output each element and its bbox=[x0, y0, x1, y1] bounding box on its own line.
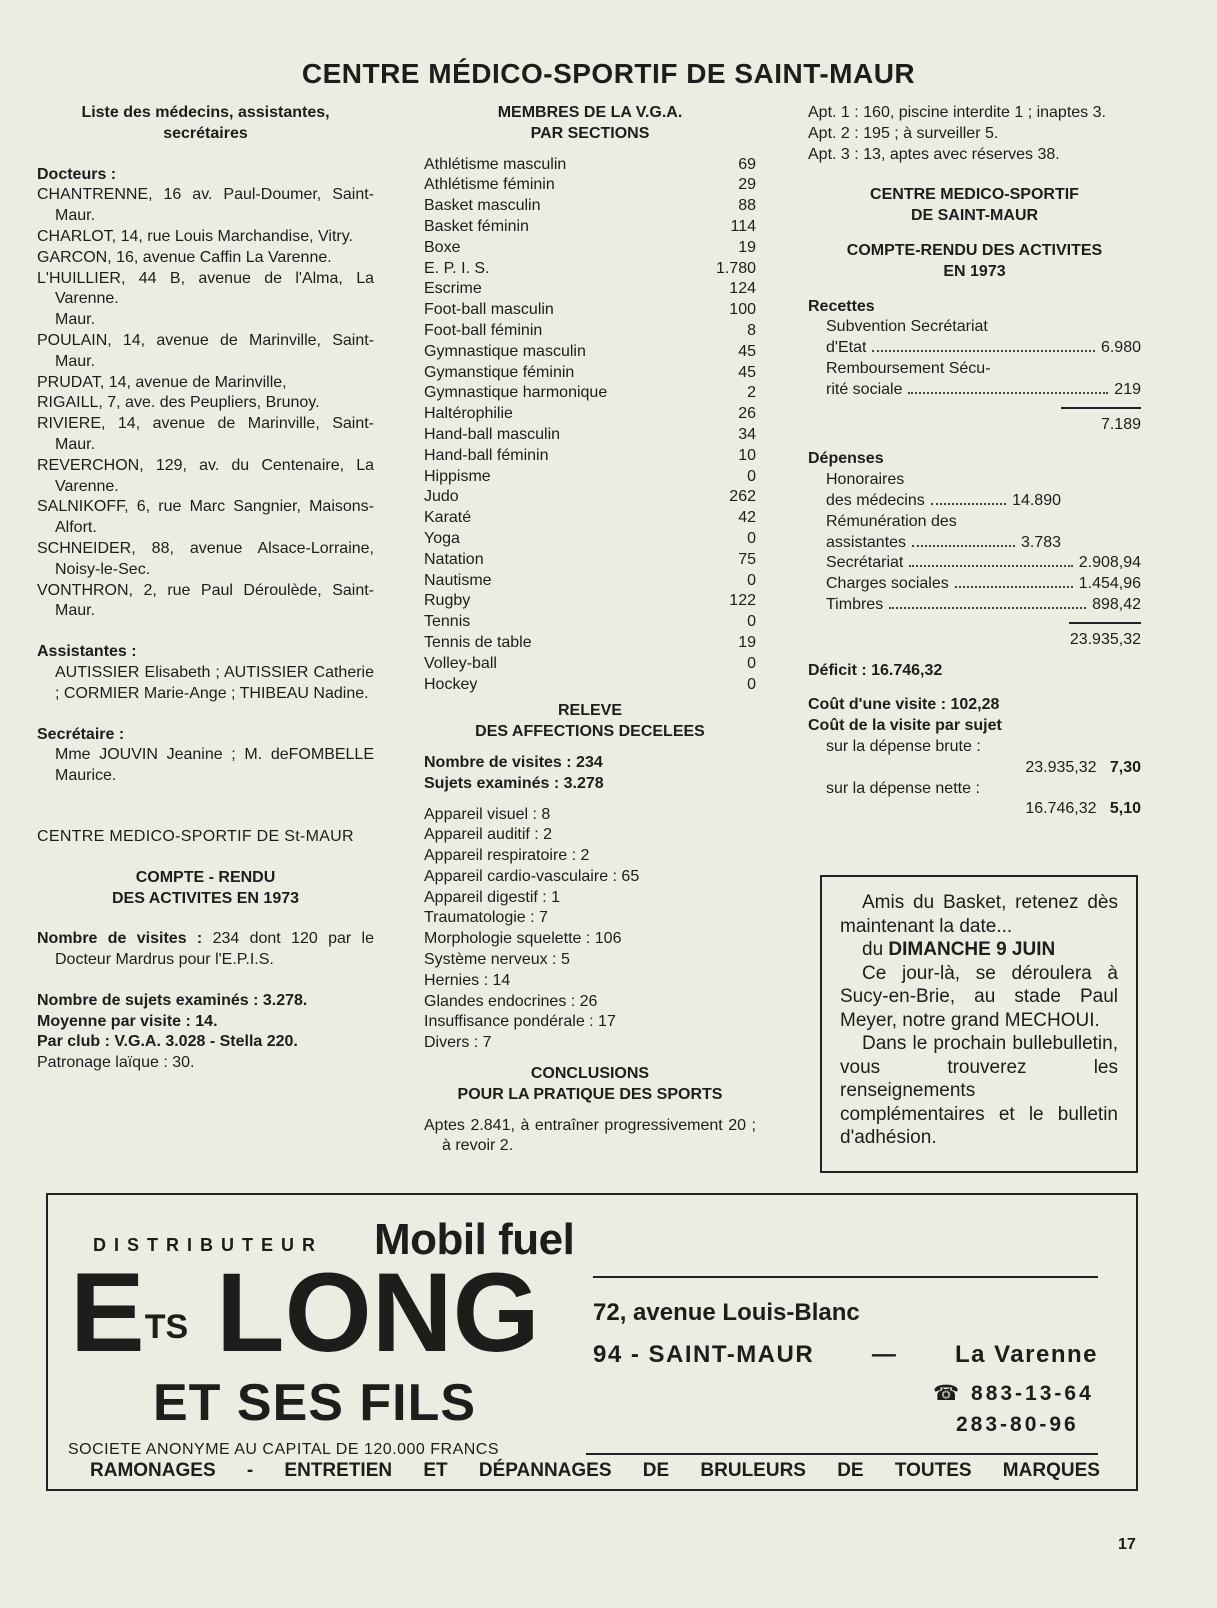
report-title: COMPTE - RENDU bbox=[135, 868, 276, 886]
table-row: Athlétisme masculin 69 bbox=[424, 155, 756, 173]
list-item: SALNIKOFF, 6, rue Marc Sangnier, Maisons-Alfort. bbox=[37, 498, 374, 537]
report-subtitle: DES ACTIVITES EN 1973 bbox=[111, 889, 300, 907]
list-item: VONTHRON, 2, rue Paul Déroulède, Saint-Maur. bbox=[37, 581, 374, 620]
assistants-list: AUTISSIER Elisabeth ; AUTISSIER Catherie ; CORMIER Marie-Ange ; THIBEAU Nadine. bbox=[55, 663, 374, 702]
table-row: Gymanstique féminin 45 bbox=[424, 363, 756, 381]
releve-subtitle: DES AFFECTIONS DECELEES bbox=[475, 723, 705, 741]
announcement-intro: Amis du Basket, retenez dès maintenant la date... bbox=[840, 892, 1118, 937]
brute-row: 23.935,32 7,30 bbox=[1025, 758, 1141, 776]
company-subtitle: ET SES FILS bbox=[153, 1374, 477, 1432]
divider bbox=[593, 1276, 1098, 1278]
recettes-total: 7.189 bbox=[1100, 415, 1141, 433]
company-name: $E^{TS}$ LONG bbox=[70, 1250, 540, 1375]
timbres-row: Timbres 898,42 bbox=[826, 595, 1141, 613]
members-title: MEMBRES DE LA V.G.A. bbox=[497, 104, 683, 121]
table-row: Judo 262 bbox=[424, 488, 756, 506]
table-row: Rugby 122 bbox=[424, 592, 756, 610]
conclusions-subtitle: POUR LA PRATIQUE DES SPORTS bbox=[457, 1085, 723, 1103]
address: 72, avenue Louis-Blanc bbox=[593, 1299, 860, 1326]
centre-subtitle: DE SAINT-MAUR bbox=[910, 207, 1039, 225]
subvention-row: d'Etat 6.980 bbox=[826, 339, 1141, 357]
table-row: Tennis 0 bbox=[424, 613, 756, 631]
list-item: L'HUILLIER, 44 B, avenue de l'Alma, La Varenne. bbox=[37, 269, 374, 308]
list-item: Insuffisance pondérale : 17 bbox=[424, 1013, 616, 1031]
table-row: Basket féminin 114 bbox=[424, 217, 756, 235]
table-row: Hockey 0 bbox=[424, 675, 756, 693]
table-row: Escrime 124 bbox=[424, 280, 756, 298]
remuneration-row: assistantes 3.783 bbox=[826, 533, 1061, 551]
visits-summary: Nombre de visites : 234 dont 120 par le Docteur Mardrus pour l'E.P.I.S. bbox=[37, 930, 374, 969]
list-item: PRUDAT, 14, avenue de Marinville, bbox=[37, 373, 287, 391]
table-row: Foot-ball masculin 100 bbox=[424, 301, 756, 319]
table-row: Athlétisme féminin 29 bbox=[424, 176, 756, 194]
distributeur-label: DISTRIBUTEUR bbox=[93, 1235, 323, 1255]
list-item: Appareil visuel : 8 bbox=[424, 805, 551, 823]
column-accounts bbox=[808, 103, 1141, 820]
apt-2: Apt. 2 : 195 ; à surveiller 5. bbox=[808, 124, 999, 142]
column-doctors bbox=[37, 103, 374, 1074]
brand-name: Mobil fuel bbox=[374, 1215, 575, 1264]
table-row: Gymnastique harmonique 2 bbox=[424, 384, 756, 402]
doctors-list bbox=[37, 185, 374, 622]
report-subtitle: EN 1973 bbox=[943, 262, 1006, 280]
table-row: Karaté 42 bbox=[424, 509, 756, 527]
deficit: Déficit : 16.746,32 bbox=[808, 661, 943, 679]
assistants-label: Assistantes : bbox=[37, 643, 137, 661]
list-item: GARCON, 16, avenue Caffin La Varenne. bbox=[37, 248, 332, 266]
honoraires-row: des médecins 14.890 bbox=[826, 491, 1061, 509]
basket-announcement bbox=[820, 875, 1138, 1173]
remuneration-label: Rémunération des bbox=[826, 512, 957, 530]
list-item: Appareil digestif : 1 bbox=[424, 888, 561, 906]
table-row: Gymnastique masculin 45 bbox=[424, 342, 756, 360]
affections-list bbox=[424, 805, 756, 1055]
table-row: Natation 75 bbox=[424, 550, 756, 568]
company-capital: SOCIETE ANONYME AU CAPITAL DE 120.000 FRANCS bbox=[68, 1441, 500, 1458]
table-row: Tennis de table 19 bbox=[424, 633, 756, 651]
patronage: Patronage laïque : 30. bbox=[37, 1054, 195, 1072]
phone-primary: ☎ 883-13-64 bbox=[933, 1382, 1094, 1405]
cout-visite: Coût d'une visite : 102,28 bbox=[808, 696, 1000, 714]
services-line: RAMONAGES - ENTRETIEN ET DÉPANNAGES DE BRULEURS DE TOUTES MARQUES bbox=[90, 1460, 1100, 1481]
city-line: 94 - SAINT-MAUR — La Varenne bbox=[593, 1341, 1098, 1368]
centre-title: CENTRE MEDICO-SPORTIF bbox=[870, 186, 1079, 204]
visits-count: Nombre de visites : 234 bbox=[424, 753, 603, 771]
table-row: Hippisme 0 bbox=[424, 467, 756, 485]
table-row: Hand-ball masculin 34 bbox=[424, 425, 756, 443]
table-row: Boxe 19 bbox=[424, 238, 756, 256]
list-item: Glandes endocrines : 26 bbox=[424, 992, 598, 1010]
conclusions-title: CONCLUSIONS bbox=[530, 1065, 650, 1083]
list-item: Traumatologie : 7 bbox=[424, 909, 548, 927]
table-row: Haltérophilie 26 bbox=[424, 405, 756, 423]
list-item: RIVIERE, 14, avenue de Marinville, Saint-Maur. bbox=[37, 415, 374, 453]
table-row: Volley-ball 0 bbox=[424, 654, 756, 672]
nette-row: 16.746,32 5,10 bbox=[1025, 800, 1141, 818]
list-item: REVERCHON, 129, av. du Centenaire, La Varenne. bbox=[37, 456, 374, 495]
table-row: E. P. I. S. 1.780 bbox=[424, 259, 756, 277]
phone-secondary: 283-80-96 bbox=[956, 1413, 1079, 1436]
centre-line: CENTRE MEDICO-SPORTIF DE St-MAUR bbox=[37, 827, 354, 845]
list-item: Appareil cardio-vasculaire : 65 bbox=[424, 867, 640, 885]
divider bbox=[586, 1453, 1098, 1455]
recettes-label: Recettes bbox=[808, 297, 875, 315]
table-row: Foot-ball féminin 8 bbox=[424, 321, 756, 339]
brute-label: sur la dépense brute : bbox=[826, 737, 981, 755]
charges-row: Charges sociales 1.454,96 bbox=[826, 575, 1141, 593]
list-item: Divers : 7 bbox=[424, 1034, 492, 1052]
secretariat-row: Secrétariat 2.908,94 bbox=[826, 554, 1141, 572]
page-title: CENTRE MÉDICO-SPORTIF DE SAINT-MAUR bbox=[301, 58, 916, 89]
list-item: Appareil respiratoire : 2 bbox=[424, 847, 590, 865]
report-title: COMPTE-RENDU DES ACTIVITES bbox=[846, 241, 1103, 259]
doctors-label: Docteurs : bbox=[37, 165, 117, 183]
list-item: SCHNEIDER, 88, avenue Alsace-Lorraine, Noisy-le-Sec. bbox=[37, 539, 374, 578]
list-item: Morphologie squelette : 106 bbox=[424, 930, 622, 948]
remboursement-row: rité sociale 219 bbox=[826, 380, 1141, 398]
list-heading: Liste des médecins, assistantes, secrétaires bbox=[81, 104, 330, 142]
phone-icon: ☎ bbox=[933, 1382, 963, 1405]
page-number: 17 bbox=[1118, 1536, 1136, 1553]
releve-title: RELEVE bbox=[557, 702, 622, 720]
table-row: Hand-ball féminin 10 bbox=[424, 446, 756, 464]
conclusions-text: Aptes 2.841, à entraîner progressivement 20 ; à revoir 2. bbox=[424, 1116, 756, 1155]
sections-table bbox=[424, 155, 756, 696]
subvention-label: Subvention Secrétariat bbox=[826, 318, 988, 336]
apt-3: Apt. 3 : 13, aptes avec réserves 38. bbox=[808, 145, 1060, 163]
secretary-label: Secrétaire : bbox=[37, 725, 125, 743]
advertisement bbox=[46, 1193, 1138, 1491]
remboursement-label: Remboursement Sécu- bbox=[826, 359, 991, 377]
depenses-label: Dépenses bbox=[808, 450, 884, 468]
list-item: CHARLOT, 14, rue Louis Marchandise, Vitry. bbox=[37, 227, 353, 245]
average-per-visit: Moyenne par visite : 14. bbox=[37, 1012, 218, 1030]
list-item: POULAIN, 14, avenue de Marinville, Saint-Maur. bbox=[37, 331, 374, 370]
list-item: RIGAILL, 7, ave. des Peupliers, Brunoy. bbox=[37, 394, 320, 412]
announcement-event: Ce jour-là, se déroulera à Sucy-en-Brie, au stade Paul Meyer, notre grand MECHOUI. bbox=[840, 962, 1118, 1031]
list-item: Système nerveux : 5 bbox=[424, 951, 570, 969]
cout-sujet: Coût de la visite par sujet bbox=[808, 717, 1002, 735]
table-row: Nautisme 0 bbox=[424, 571, 756, 589]
list-item: Appareil auditif : 2 bbox=[424, 826, 553, 844]
nette-label: sur la dépense nette : bbox=[826, 779, 980, 797]
table-row: Yoga 0 bbox=[424, 529, 756, 547]
announcement-next: Dans le prochain bullebulletin, vous trouverez les renseignements complémentaires et le bulletin d'adhésion. bbox=[840, 1033, 1118, 1148]
depenses-total: 23.935,32 bbox=[1069, 630, 1141, 648]
apt-1: Apt. 1 : 160, piscine interdite 1 ; inaptes 3. bbox=[808, 104, 1106, 121]
column-members bbox=[424, 103, 756, 1157]
list-item: Maur. bbox=[55, 311, 96, 329]
list-item: Hernies : 14 bbox=[424, 971, 511, 989]
subjects-count: Sujets examinés : 3.278 bbox=[424, 774, 604, 792]
list-item: CHANTRENNE, 16 av. Paul-Doumer, Saint-Maur. bbox=[37, 186, 374, 225]
secretary-names: Mme JOUVIN Jeanine ; M. deFOMBELLE Maurice. bbox=[55, 746, 374, 785]
by-club: Par club : V.G.A. 3.028 - Stella 220. bbox=[37, 1033, 298, 1051]
honoraires-label: Honoraires bbox=[826, 471, 905, 489]
subjects-count: Nombre de sujets examinés : 3.278. bbox=[37, 991, 308, 1009]
members-subtitle: PAR SECTIONS bbox=[530, 124, 650, 142]
announcement-date: du DIMANCHE 9 JUIN bbox=[862, 939, 1056, 960]
table-row: Basket masculin 88 bbox=[424, 197, 756, 215]
